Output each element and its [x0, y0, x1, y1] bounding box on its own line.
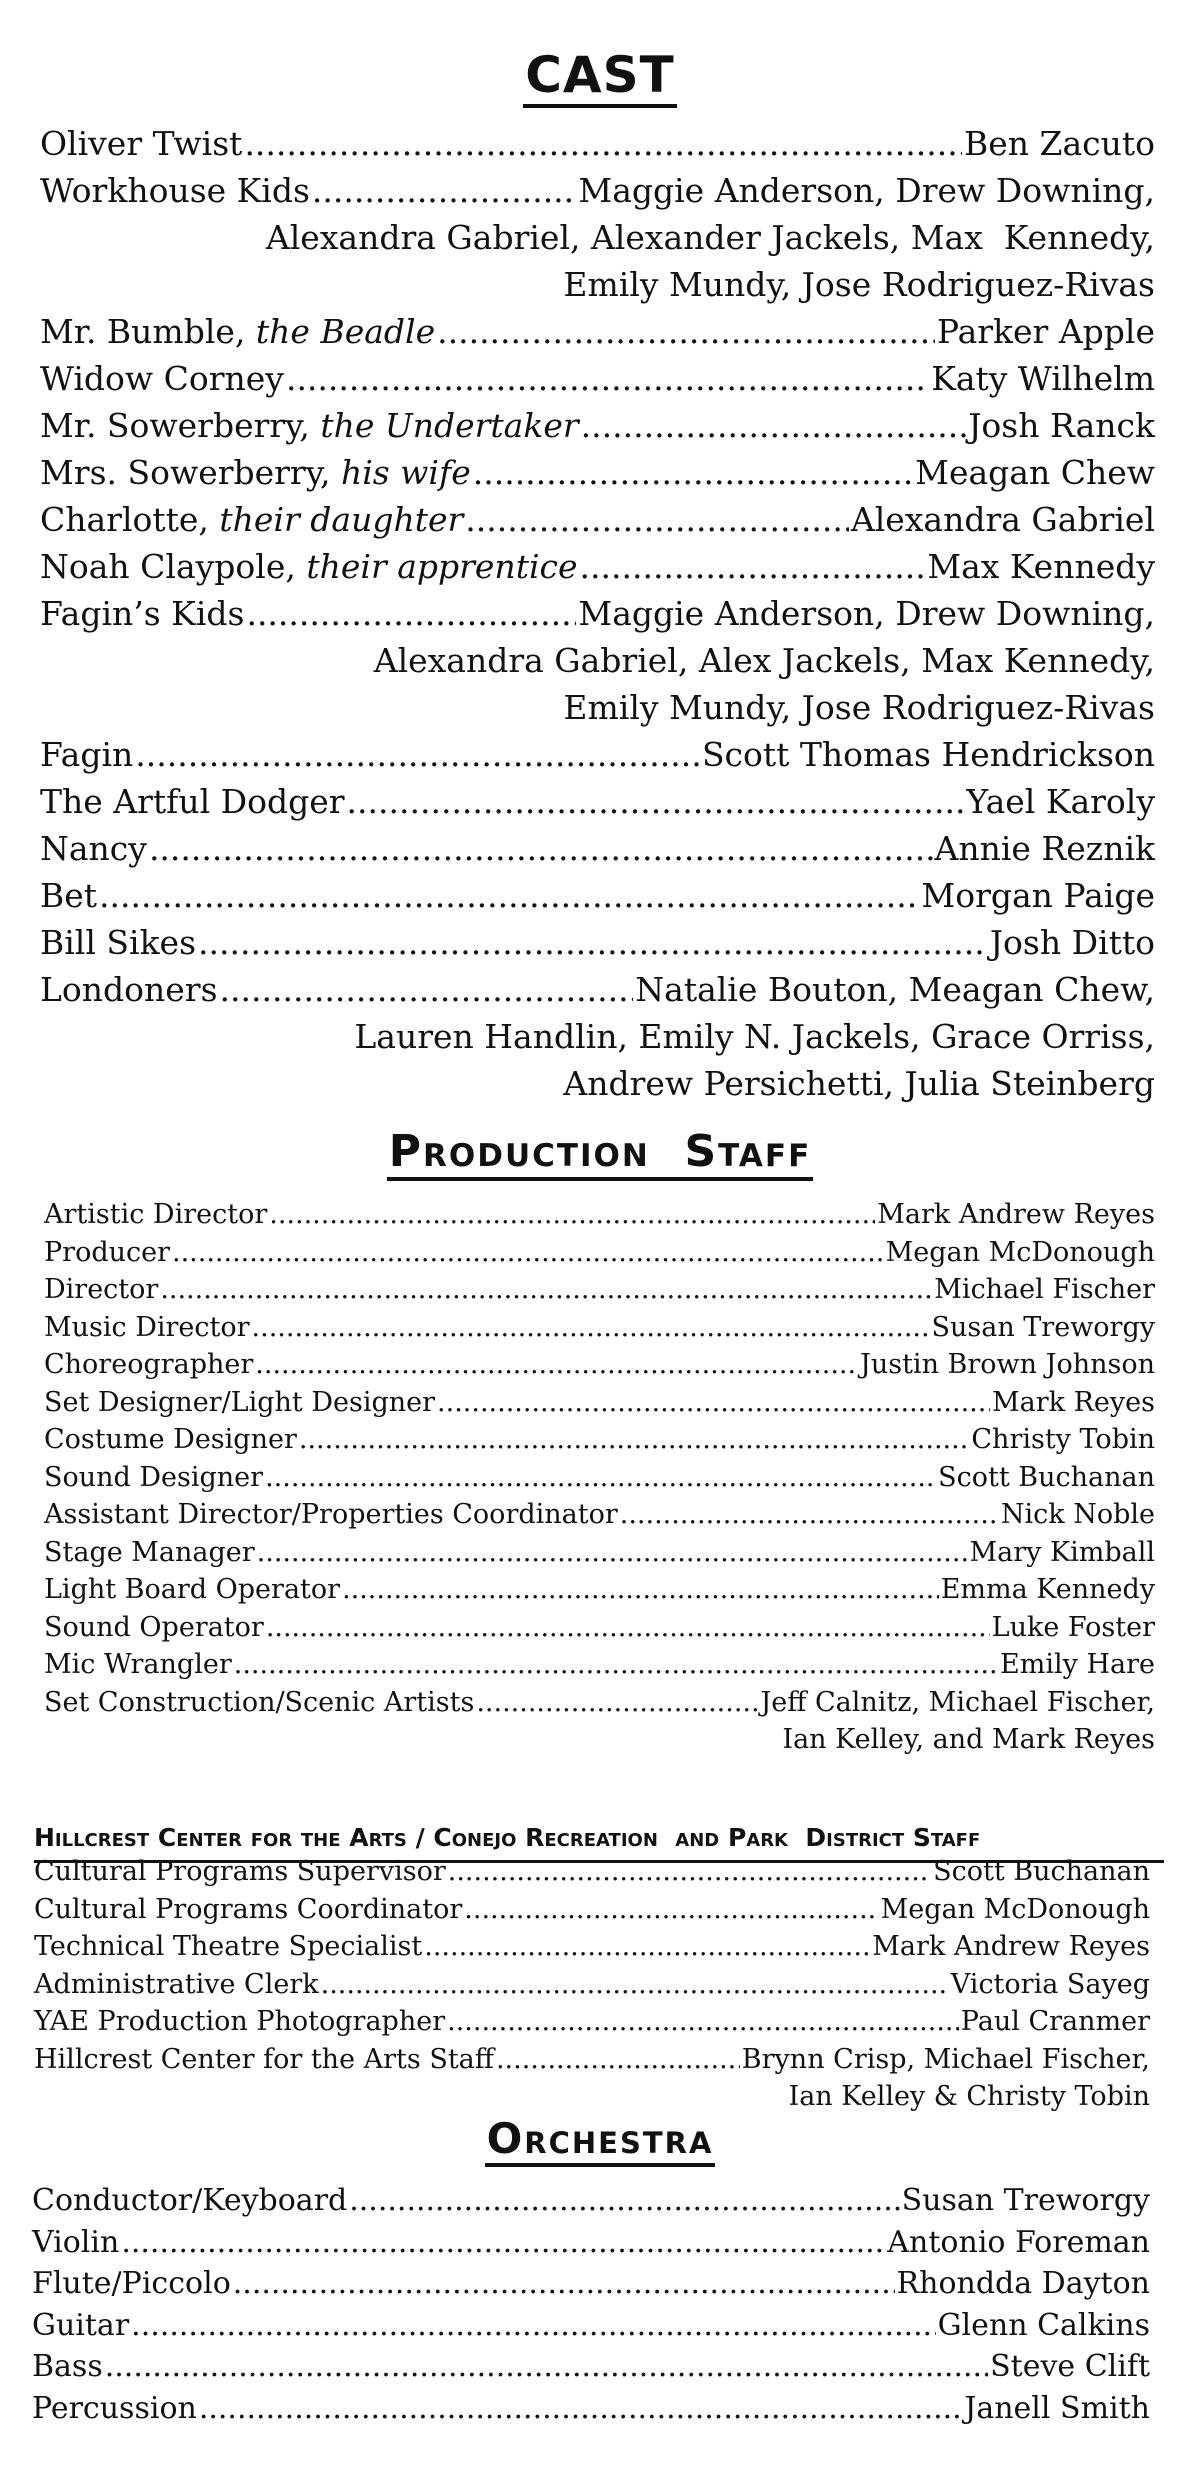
role-text: Artistic Director — [44, 1199, 268, 1230]
role-label — [40, 308, 435, 355]
performer-name: Justin Brown Johnson — [860, 1349, 1155, 1380]
credit-entry — [34, 1853, 1150, 1891]
role-label — [40, 872, 97, 919]
credit-row — [34, 1928, 1150, 1966]
credit-entry — [32, 2180, 1150, 2222]
role-qualifier: the Beadle — [255, 312, 436, 351]
role-label — [40, 543, 578, 590]
dot-leader — [172, 1234, 884, 1272]
role-label — [34, 2003, 445, 2041]
role-label — [34, 1853, 446, 1891]
credit-entry — [34, 1966, 1150, 2004]
credit-row — [40, 825, 1155, 872]
role-label — [32, 2346, 103, 2388]
credit-row — [40, 966, 1155, 1013]
performer-name: Susan Treworgy — [931, 1311, 1155, 1343]
role-text: Administrative Clerk — [34, 1968, 319, 2000]
performer-name: Nick Noble — [1000, 1499, 1155, 1530]
role-qualifier: the Undertaker — [320, 406, 579, 445]
credit-row — [44, 1571, 1155, 1609]
role-label — [40, 966, 218, 1013]
credit-row — [32, 2222, 1150, 2264]
credit-row — [34, 2041, 1150, 2079]
dot-leader — [257, 1534, 968, 1572]
credit-entry — [40, 308, 1155, 355]
dot-leader — [252, 1309, 930, 1347]
performer-name: Steve Clift — [990, 2349, 1150, 2384]
role-label — [34, 1928, 422, 1966]
dot-leader — [620, 1496, 999, 1534]
credit-row — [44, 1196, 1155, 1234]
performer-name: Glenn Calkins — [937, 2307, 1150, 2343]
role-label — [34, 1966, 319, 2004]
role-label — [40, 496, 463, 543]
performer-name: Emma Kennedy — [940, 1574, 1155, 1605]
credit-entry — [32, 2263, 1150, 2305]
role-text: Director — [44, 1274, 159, 1305]
performer-name: Katy Wilhelm — [931, 359, 1155, 398]
dot-leader — [234, 1646, 998, 1684]
role-text: Light Board Operator — [44, 1574, 341, 1605]
role-label — [40, 120, 242, 167]
dot-leader — [160, 1271, 932, 1309]
role-text: Nancy — [40, 829, 147, 868]
credit-entry — [40, 167, 1155, 308]
dot-leader — [496, 2041, 740, 2079]
performer-name: Janell Smith — [964, 2390, 1150, 2426]
credit-row — [44, 1234, 1155, 1272]
dot-leader — [255, 1346, 858, 1384]
credit-row — [40, 449, 1155, 496]
performer-name: Susan Treworgy — [901, 2183, 1150, 2218]
credit-row — [44, 1646, 1155, 1684]
role-text: Cultural Programs Coordinator — [34, 1893, 463, 1925]
role-label — [44, 1496, 618, 1534]
dot-leader — [473, 449, 913, 496]
credit-entry — [44, 1309, 1155, 1347]
dot-leader — [269, 1196, 875, 1234]
credit-entry — [40, 120, 1155, 167]
role-text: Set Construction/Scenic Artists — [44, 1686, 475, 1718]
performer-name: Josh Ranck — [968, 406, 1155, 445]
role-qualifier: their apprentice — [306, 547, 578, 586]
dot-leader — [464, 1891, 878, 1929]
performer-name-continued: Ian Kelley & Christy Tobin — [788, 2081, 1150, 2112]
role-text: Mrs. Sowerberry, — [40, 453, 341, 492]
role-text: Noah Claypole, — [40, 547, 307, 586]
dot-leader — [266, 1609, 990, 1647]
role-text: Set Designer/Light Designer — [44, 1386, 436, 1418]
credit-row — [44, 1309, 1155, 1347]
dot-leader — [149, 825, 933, 872]
credit-entry — [44, 1196, 1155, 1234]
role-label — [40, 919, 196, 966]
credit-row — [44, 1384, 1155, 1422]
dot-leader — [131, 2305, 935, 2347]
production-staff-list — [44, 1196, 1155, 1759]
role-text: Guitar — [32, 2307, 130, 2343]
performer-name: Parker Apple — [936, 312, 1155, 351]
cast-list — [40, 120, 1155, 1107]
role-text: Choreographer — [44, 1349, 254, 1380]
performer-name: Paul Cranmer — [960, 2006, 1150, 2037]
credit-row — [34, 1891, 1150, 1929]
credit-entry — [44, 1534, 1155, 1572]
performer-name: Victoria Sayeg — [950, 1968, 1150, 2000]
credit-row — [40, 120, 1155, 167]
performer-name: Alexandra Gabriel — [850, 500, 1155, 539]
credit-entry — [44, 1234, 1155, 1272]
credit-entry — [40, 825, 1155, 872]
credit-entry — [34, 1928, 1150, 1966]
credit-entry — [40, 449, 1155, 496]
production-staff-heading: Production Staff — [0, 1126, 1200, 1181]
role-text: Music Director — [44, 1311, 250, 1343]
credit-entry — [32, 2346, 1150, 2388]
performer-name: Jeff Calnitz, Michael Fischer, — [760, 1686, 1155, 1718]
performer-name-continued: Lauren Handlin, Emily N. Jackels, Grace Orriss, — [354, 1017, 1155, 1056]
dot-leader — [135, 731, 700, 778]
role-text: Flute/Piccolo — [32, 2266, 231, 2301]
performer-name: Mark Andrew Reyes — [872, 1931, 1150, 1962]
credit-row — [40, 402, 1155, 449]
credit-entry — [32, 2305, 1150, 2347]
credit-entry — [44, 1459, 1155, 1497]
dot-leader — [342, 1571, 939, 1609]
performer-name: Ben Zacuto — [964, 124, 1155, 163]
role-label — [40, 825, 147, 872]
dot-leader — [437, 1384, 990, 1422]
role-label — [32, 2388, 197, 2430]
role-text: Sound Designer — [44, 1461, 264, 1493]
role-text: Fagin’s Kids — [40, 594, 245, 633]
credit-entry — [40, 402, 1155, 449]
role-label — [34, 2041, 494, 2079]
performer-name: Rhondda Dayton — [896, 2266, 1150, 2301]
role-text: Workhouse Kids — [40, 171, 310, 210]
dot-leader — [99, 872, 919, 919]
performer-name: Mary Kimball — [969, 1536, 1155, 1568]
role-label — [44, 1421, 297, 1459]
performer-name: Scott Thomas Hendrickson — [701, 735, 1155, 774]
performer-name: Maggie Anderson, Drew Downing, — [578, 171, 1155, 210]
credit-entry — [34, 2041, 1150, 2116]
credit-row — [40, 167, 1155, 214]
role-label — [44, 1609, 264, 1647]
performer-name: Mark Reyes — [992, 1386, 1155, 1418]
credit-row — [40, 731, 1155, 778]
hillcrest-staff-list — [34, 1853, 1150, 2116]
credit-row — [40, 778, 1155, 825]
credit-entry — [44, 1571, 1155, 1609]
credit-row — [40, 872, 1155, 919]
role-label — [44, 1684, 474, 1722]
credit-row — [34, 2003, 1150, 2041]
orchestra-list — [32, 2180, 1150, 2429]
dot-leader — [424, 1928, 870, 1966]
dot-leader — [581, 402, 967, 449]
credit-row — [40, 590, 1155, 637]
credit-row — [40, 355, 1155, 402]
role-text: Charlotte, — [40, 500, 220, 539]
credit-row — [32, 2305, 1150, 2347]
dot-leader — [347, 778, 965, 825]
role-text: Widow Corney — [40, 359, 284, 398]
performer-name: Christy Tobin — [971, 1424, 1155, 1455]
credit-row — [44, 1346, 1155, 1384]
performer-name: Emily Hare — [1000, 1649, 1155, 1680]
credit-row — [44, 1271, 1155, 1309]
dot-leader — [580, 543, 926, 590]
role-label — [44, 1234, 170, 1272]
role-qualifier: his wife — [340, 453, 471, 492]
dot-leader — [465, 496, 849, 543]
dot-leader — [312, 167, 576, 214]
performer-name: Maggie Anderson, Drew Downing, — [578, 594, 1155, 633]
credit-entry — [40, 919, 1155, 966]
performer-name: Scott Buchanan — [933, 1856, 1150, 1887]
credit-row — [44, 1534, 1155, 1572]
credit-row — [34, 1966, 1150, 2004]
role-label — [40, 778, 345, 825]
performer-name: Meagan Chew — [915, 453, 1155, 492]
role-text: YAE Production Photographer — [34, 2006, 446, 2037]
role-label — [44, 1571, 340, 1609]
performer-name-continued: Alexandra Gabriel, Alex Jackels, Max Kennedy, — [373, 641, 1155, 680]
dot-leader — [286, 355, 929, 402]
credit-row — [44, 1421, 1155, 1459]
role-label — [44, 1646, 232, 1684]
performer-name: Max Kennedy — [927, 547, 1155, 586]
credit-entry — [40, 543, 1155, 590]
role-text: Conductor/Keyboard — [32, 2183, 348, 2218]
credit-row — [44, 1459, 1155, 1497]
credit-row — [32, 2346, 1150, 2388]
role-text: Oliver Twist — [40, 124, 243, 163]
performer-name: Luke Foster — [991, 1611, 1155, 1643]
role-text: Fagin — [40, 735, 134, 774]
credit-entry — [40, 966, 1155, 1107]
role-label — [40, 167, 310, 214]
dot-leader — [437, 308, 935, 355]
role-text: Costume Designer — [44, 1424, 297, 1455]
dot-leader — [246, 590, 576, 637]
role-qualifier: their daughter — [219, 500, 464, 539]
dot-leader — [265, 1459, 936, 1497]
role-text: The Artful Dodger — [40, 782, 345, 821]
role-label — [32, 2263, 231, 2305]
dot-leader — [105, 2346, 988, 2388]
credit-row — [34, 1853, 1150, 1891]
role-label — [44, 1271, 158, 1309]
role-label — [32, 2222, 119, 2264]
role-text: Londoners — [40, 970, 218, 1009]
performer-name-continued: Emily Mundy, Jose Rodriguez-Rivas — [563, 265, 1155, 304]
hillcrest-staff-heading: Hillcrest Center for the Arts / Conejo Recreation and Park District Staff — [34, 1820, 1164, 1863]
dot-leader — [349, 2180, 899, 2222]
performer-name: Josh Ditto — [989, 923, 1155, 962]
credit-entry — [40, 731, 1155, 778]
role-text: Violin — [32, 2224, 120, 2260]
dot-leader — [476, 1684, 758, 1722]
role-text: Bass — [32, 2349, 103, 2384]
performer-name: Scott Buchanan — [938, 1461, 1155, 1493]
performer-name-continued: Ian Kelley, and Mark Reyes — [782, 1724, 1155, 1755]
role-text: Mr. Bumble, — [40, 312, 256, 351]
cast-heading: CAST — [0, 46, 1200, 108]
performer-name-continued: Andrew Persichetti, Julia Steinberg — [563, 1064, 1155, 1103]
role-label — [40, 355, 284, 402]
role-text: Cultural Programs Supervisor — [34, 1856, 446, 1887]
performer-name: Mark Andrew Reyes — [877, 1199, 1155, 1230]
role-label — [44, 1196, 267, 1234]
performer-name: Megan McDonough — [880, 1893, 1150, 1925]
credit-row — [40, 496, 1155, 543]
performer-name: Morgan Paige — [921, 876, 1155, 915]
credit-row — [40, 919, 1155, 966]
performer-name: Megan McDonough — [885, 1236, 1155, 1268]
role-label — [32, 2180, 347, 2222]
performer-name: Yael Karoly — [966, 782, 1155, 821]
orchestra-heading: Orchestra — [0, 2114, 1200, 2167]
credit-entry — [44, 1646, 1155, 1684]
credit-entry — [44, 1496, 1155, 1534]
credit-row — [32, 2180, 1150, 2222]
performer-name: Annie Reznik — [934, 829, 1155, 868]
role-label — [32, 2305, 129, 2347]
credit-row — [44, 1609, 1155, 1647]
credit-entry — [44, 1271, 1155, 1309]
credit-entry — [44, 1346, 1155, 1384]
role-text: Bet — [40, 876, 98, 915]
role-label — [40, 590, 244, 637]
performer-name: Brynn Crisp, Michael Fischer, — [741, 2043, 1150, 2075]
dot-leader — [220, 966, 634, 1013]
dot-leader — [121, 2222, 885, 2264]
dot-leader — [447, 2003, 959, 2041]
performer-name: Natalie Bouton, Meagan Chew, — [635, 970, 1155, 1009]
credit-entry — [32, 2388, 1150, 2430]
credit-entry — [44, 1384, 1155, 1422]
credit-entry — [40, 355, 1155, 402]
role-label — [44, 1384, 435, 1422]
role-label — [34, 1891, 462, 1929]
credit-row — [44, 1496, 1155, 1534]
role-text: Sound Operator — [44, 1611, 264, 1643]
role-text: Hillcrest Center for the Arts Staff — [34, 2043, 494, 2075]
credit-row — [32, 2388, 1150, 2430]
role-label — [44, 1459, 263, 1497]
credit-entry — [34, 2003, 1150, 2041]
role-text: Producer — [44, 1236, 171, 1268]
role-text: Technical Theatre Specialist — [34, 1931, 423, 1962]
credit-entry — [44, 1684, 1155, 1759]
credit-row — [40, 543, 1155, 590]
role-text: Stage Manager — [44, 1536, 255, 1568]
dot-leader — [199, 2388, 962, 2430]
performer-name-continued: Alexandra Gabriel, Alexander Jackels, Max Kennedy, — [265, 218, 1155, 257]
dot-leader — [244, 120, 962, 167]
credit-row — [44, 1684, 1155, 1722]
dot-leader — [321, 1966, 949, 2004]
role-label — [40, 731, 133, 778]
credit-entry — [40, 590, 1155, 731]
credit-entry — [40, 872, 1155, 919]
role-text: Percussion — [32, 2390, 197, 2426]
performer-name: Antonio Foreman — [887, 2224, 1150, 2260]
credit-row — [40, 308, 1155, 355]
role-text: Assistant Director/Properties Coordinator — [44, 1499, 618, 1530]
role-label — [40, 402, 579, 449]
performer-name-continued: Emily Mundy, Jose Rodriguez-Rivas — [563, 688, 1155, 727]
role-text: Bill Sikes — [40, 923, 197, 962]
role-text: Mic Wrangler — [44, 1649, 232, 1680]
credit-entry — [32, 2222, 1150, 2264]
role-text: Mr. Sowerberry, — [40, 406, 321, 445]
credit-entry — [40, 778, 1155, 825]
role-label — [44, 1534, 255, 1572]
credit-row — [32, 2263, 1150, 2305]
dot-leader — [198, 919, 988, 966]
role-label — [44, 1309, 250, 1347]
role-label — [44, 1346, 253, 1384]
dot-leader — [233, 2263, 895, 2305]
credit-entry — [34, 1891, 1150, 1929]
credit-entry — [44, 1609, 1155, 1647]
role-label — [40, 449, 471, 496]
performer-name: Michael Fischer — [934, 1274, 1155, 1305]
dot-leader — [448, 1853, 931, 1891]
dot-leader — [299, 1421, 970, 1459]
credit-entry — [44, 1421, 1155, 1459]
credit-entry — [40, 496, 1155, 543]
